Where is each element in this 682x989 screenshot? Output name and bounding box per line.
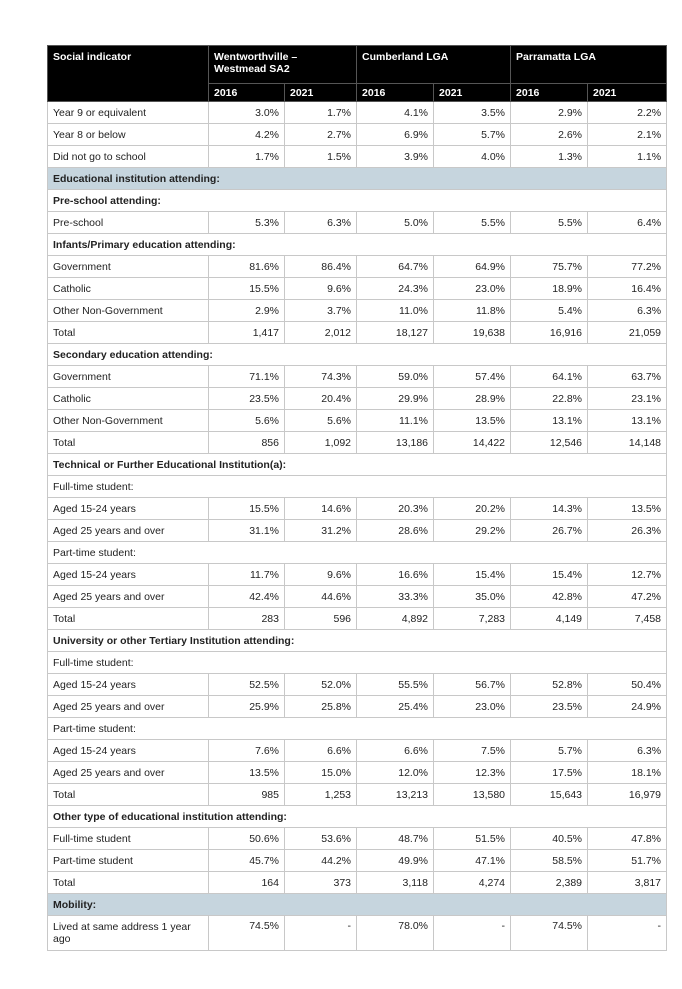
value-cell: 4.0% [434, 146, 511, 168]
table-row [48, 366, 667, 388]
value-cell: 18.1% [588, 762, 667, 784]
value-cell: 29.9% [357, 388, 434, 410]
value-cell: 24.3% [357, 278, 434, 300]
value-cell: 9.6% [285, 278, 357, 300]
value-cell: 1,253 [285, 784, 357, 806]
value-cell: 1.3% [511, 146, 588, 168]
header-social-indicator: Social indicator [48, 46, 209, 102]
header-area-wentworthville-westmead: Wentworthville – Westmead SA2 [209, 46, 357, 84]
table-row [48, 586, 667, 608]
table-row [48, 674, 667, 696]
table-row [48, 410, 667, 432]
value-cell: 42.8% [511, 586, 588, 608]
header-year: 2016 [511, 84, 588, 102]
value-cell: 6.3% [285, 212, 357, 234]
value-cell: 13.1% [511, 410, 588, 432]
value-cell: - [588, 916, 667, 951]
table-row [48, 828, 667, 850]
value-cell: 1.5% [285, 146, 357, 168]
row-label: Catholic [48, 388, 209, 410]
value-cell: 11.7% [209, 564, 285, 586]
value-cell: 14.3% [511, 498, 588, 520]
value-cell: 2.9% [511, 102, 588, 124]
row-heading: Infants/Primary education attending: [48, 234, 667, 256]
row-label: Aged 25 years and over [48, 520, 209, 542]
value-cell: 3.9% [357, 146, 434, 168]
value-cell: - [285, 916, 357, 951]
header-area-cumberland: Cumberland LGA [357, 46, 511, 84]
table-row [48, 916, 667, 951]
value-cell: 47.1% [434, 850, 511, 872]
value-cell: 16,979 [588, 784, 667, 806]
value-cell: 15.5% [209, 498, 285, 520]
value-cell: 51.5% [434, 828, 511, 850]
group-label-row [48, 652, 667, 674]
table-row [48, 850, 667, 872]
value-cell: 23.5% [511, 696, 588, 718]
value-cell: 2.9% [209, 300, 285, 322]
table-row [48, 432, 667, 454]
value-cell: 11.8% [434, 300, 511, 322]
table-row [48, 256, 667, 278]
value-cell: 283 [209, 608, 285, 630]
row-label: Lived at same address 1 year ago [48, 916, 209, 951]
value-cell: 985 [209, 784, 285, 806]
value-cell: 44.2% [285, 850, 357, 872]
value-cell: 164 [209, 872, 285, 894]
value-cell: 13.5% [434, 410, 511, 432]
value-cell: 23.0% [434, 696, 511, 718]
row-label: Other Non-Government [48, 300, 209, 322]
value-cell: 9.6% [285, 564, 357, 586]
value-cell: 7,458 [588, 608, 667, 630]
value-cell: 50.4% [588, 674, 667, 696]
table-row [48, 300, 667, 322]
value-cell: 5.7% [511, 740, 588, 762]
value-cell: 58.5% [511, 850, 588, 872]
header-year: 2016 [357, 84, 434, 102]
value-cell: 52.0% [285, 674, 357, 696]
row-label: Pre-school [48, 212, 209, 234]
value-cell: 20.4% [285, 388, 357, 410]
value-cell: 55.5% [357, 674, 434, 696]
row-heading: Educational institution attending: [48, 168, 667, 190]
value-cell: 23.1% [588, 388, 667, 410]
table-row [48, 322, 667, 344]
value-cell: 64.9% [434, 256, 511, 278]
table-row [48, 608, 667, 630]
value-cell: 2.2% [588, 102, 667, 124]
value-cell: 35.0% [434, 586, 511, 608]
table-row [48, 696, 667, 718]
value-cell: 11.1% [357, 410, 434, 432]
row-label: Total [48, 608, 209, 630]
table-row [48, 498, 667, 520]
value-cell: 2,389 [511, 872, 588, 894]
table-row [48, 146, 667, 168]
row-label: Total [48, 432, 209, 454]
value-cell: 4,892 [357, 608, 434, 630]
row-label: Total [48, 322, 209, 344]
row-label: Catholic [48, 278, 209, 300]
value-cell: 31.2% [285, 520, 357, 542]
value-cell: 7.6% [209, 740, 285, 762]
group-label-row [48, 476, 667, 498]
row-heading: University or other Tertiary Institution attending: [48, 630, 667, 652]
value-cell: 6.3% [588, 300, 667, 322]
row-heading: Mobility: [48, 894, 667, 916]
row-heading: Part-time student: [48, 542, 667, 564]
value-cell: 20.3% [357, 498, 434, 520]
value-cell: 56.7% [434, 674, 511, 696]
value-cell: 26.3% [588, 520, 667, 542]
row-label: Part-time student [48, 850, 209, 872]
group-label-row [48, 718, 667, 740]
value-cell: 40.5% [511, 828, 588, 850]
value-cell: 44.6% [285, 586, 357, 608]
value-cell: 48.7% [357, 828, 434, 850]
table-row [48, 520, 667, 542]
group-label-row [48, 542, 667, 564]
table-body [48, 102, 667, 951]
value-cell: 29.2% [434, 520, 511, 542]
header-row-areas [48, 46, 667, 84]
value-cell: 6.6% [357, 740, 434, 762]
value-cell: 4.2% [209, 124, 285, 146]
row-label: Aged 15-24 years [48, 498, 209, 520]
value-cell: 6.6% [285, 740, 357, 762]
value-cell: 25.8% [285, 696, 357, 718]
value-cell: 1.7% [209, 146, 285, 168]
header-year: 2021 [434, 84, 511, 102]
value-cell: 49.9% [357, 850, 434, 872]
value-cell: 86.4% [285, 256, 357, 278]
table-row [48, 124, 667, 146]
row-heading: Full-time student: [48, 652, 667, 674]
value-cell: 2,012 [285, 322, 357, 344]
value-cell: 25.4% [357, 696, 434, 718]
header-area-parramatta: Parramatta LGA [511, 46, 667, 84]
value-cell: 53.6% [285, 828, 357, 850]
value-cell: 81.6% [209, 256, 285, 278]
value-cell: 22.8% [511, 388, 588, 410]
value-cell: 5.6% [209, 410, 285, 432]
value-cell: 19,638 [434, 322, 511, 344]
table-row [48, 762, 667, 784]
row-label: Total [48, 784, 209, 806]
value-cell: 75.7% [511, 256, 588, 278]
value-cell: 5.3% [209, 212, 285, 234]
value-cell: 18.9% [511, 278, 588, 300]
value-cell: 13.5% [588, 498, 667, 520]
row-heading: Part-time student: [48, 718, 667, 740]
row-label: Aged 25 years and over [48, 586, 209, 608]
value-cell: 3.7% [285, 300, 357, 322]
value-cell: 47.8% [588, 828, 667, 850]
value-cell: 57.4% [434, 366, 511, 388]
row-label: Total [48, 872, 209, 894]
value-cell: 25.9% [209, 696, 285, 718]
value-cell: 15.0% [285, 762, 357, 784]
value-cell: 16,916 [511, 322, 588, 344]
value-cell: 5.4% [511, 300, 588, 322]
value-cell: 74.5% [209, 916, 285, 951]
value-cell: 28.6% [357, 520, 434, 542]
value-cell: 31.1% [209, 520, 285, 542]
row-label: Aged 25 years and over [48, 696, 209, 718]
value-cell: 74.5% [511, 916, 588, 951]
value-cell: 16.6% [357, 564, 434, 586]
table-row [48, 740, 667, 762]
value-cell: 71.1% [209, 366, 285, 388]
row-label: Aged 15-24 years [48, 674, 209, 696]
subsection-header-row [48, 234, 667, 256]
value-cell: 4.1% [357, 102, 434, 124]
header-year: 2021 [588, 84, 667, 102]
value-cell: 63.7% [588, 366, 667, 388]
value-cell: 47.2% [588, 586, 667, 608]
subsection-header-row [48, 454, 667, 476]
value-cell: 11.0% [357, 300, 434, 322]
table-row [48, 278, 667, 300]
row-heading: Full-time student: [48, 476, 667, 498]
value-cell: 45.7% [209, 850, 285, 872]
value-cell: 3.5% [434, 102, 511, 124]
value-cell: 5.5% [434, 212, 511, 234]
section-header-row [48, 168, 667, 190]
row-label: Other Non-Government [48, 410, 209, 432]
row-label: Did not go to school [48, 146, 209, 168]
value-cell: 3,817 [588, 872, 667, 894]
value-cell: 14,148 [588, 432, 667, 454]
value-cell: 2.6% [511, 124, 588, 146]
subsection-header-row [48, 806, 667, 828]
value-cell: 50.6% [209, 828, 285, 850]
value-cell: 13,186 [357, 432, 434, 454]
value-cell: 5.6% [285, 410, 357, 432]
row-heading: Secondary education attending: [48, 344, 667, 366]
section-header-row [48, 894, 667, 916]
table-row [48, 102, 667, 124]
row-heading: Pre-school attending: [48, 190, 667, 212]
value-cell: 13,213 [357, 784, 434, 806]
value-cell: 13,580 [434, 784, 511, 806]
value-cell: 5.5% [511, 212, 588, 234]
value-cell: 14,422 [434, 432, 511, 454]
value-cell: 74.3% [285, 366, 357, 388]
value-cell: 12,546 [511, 432, 588, 454]
value-cell: 28.9% [434, 388, 511, 410]
value-cell: 2.7% [285, 124, 357, 146]
value-cell: 1,417 [209, 322, 285, 344]
value-cell: 51.7% [588, 850, 667, 872]
value-cell: 23.5% [209, 388, 285, 410]
value-cell: 13.1% [588, 410, 667, 432]
value-cell: 12.0% [357, 762, 434, 784]
value-cell: 6.4% [588, 212, 667, 234]
header-year: 2016 [209, 84, 285, 102]
row-label: Year 9 or equivalent [48, 102, 209, 124]
row-label: Aged 25 years and over [48, 762, 209, 784]
header-year: 2021 [285, 84, 357, 102]
subsection-header-row [48, 630, 667, 652]
row-label: Full-time student [48, 828, 209, 850]
value-cell: 14.6% [285, 498, 357, 520]
table-row [48, 564, 667, 586]
value-cell: 596 [285, 608, 357, 630]
value-cell: 6.3% [588, 740, 667, 762]
value-cell: 20.2% [434, 498, 511, 520]
value-cell: 4,149 [511, 608, 588, 630]
table-row [48, 388, 667, 410]
value-cell: 15.4% [511, 564, 588, 586]
value-cell: 26.7% [511, 520, 588, 542]
row-heading: Other type of educational institution attending: [48, 806, 667, 828]
value-cell: 77.2% [588, 256, 667, 278]
row-label: Government [48, 366, 209, 388]
value-cell: 33.3% [357, 586, 434, 608]
subsection-header-row [48, 344, 667, 366]
value-cell: 1,092 [285, 432, 357, 454]
value-cell: 7,283 [434, 608, 511, 630]
subsection-header-row [48, 190, 667, 212]
row-label: Aged 15-24 years [48, 564, 209, 586]
value-cell: 373 [285, 872, 357, 894]
value-cell: 5.7% [434, 124, 511, 146]
value-cell: 16.4% [588, 278, 667, 300]
value-cell: 15,643 [511, 784, 588, 806]
value-cell: - [434, 916, 511, 951]
value-cell: 12.3% [434, 762, 511, 784]
value-cell: 15.5% [209, 278, 285, 300]
value-cell: 1.1% [588, 146, 667, 168]
value-cell: 78.0% [357, 916, 434, 951]
value-cell: 17.5% [511, 762, 588, 784]
table-row [48, 784, 667, 806]
value-cell: 3,118 [357, 872, 434, 894]
value-cell: 64.1% [511, 366, 588, 388]
value-cell: 52.8% [511, 674, 588, 696]
table-row [48, 872, 667, 894]
value-cell: 23.0% [434, 278, 511, 300]
row-label: Government [48, 256, 209, 278]
value-cell: 24.9% [588, 696, 667, 718]
row-label: Aged 15-24 years [48, 740, 209, 762]
value-cell: 1.7% [285, 102, 357, 124]
value-cell: 15.4% [434, 564, 511, 586]
value-cell: 21,059 [588, 322, 667, 344]
value-cell: 3.0% [209, 102, 285, 124]
value-cell: 13.5% [209, 762, 285, 784]
table-row [48, 212, 667, 234]
value-cell: 64.7% [357, 256, 434, 278]
value-cell: 7.5% [434, 740, 511, 762]
value-cell: 52.5% [209, 674, 285, 696]
social-indicator-table [47, 45, 667, 951]
row-heading: Technical or Further Educational Institution(a): [48, 454, 667, 476]
value-cell: 18,127 [357, 322, 434, 344]
row-label: Year 8 or below [48, 124, 209, 146]
value-cell: 856 [209, 432, 285, 454]
value-cell: 2.1% [588, 124, 667, 146]
value-cell: 12.7% [588, 564, 667, 586]
value-cell: 42.4% [209, 586, 285, 608]
value-cell: 6.9% [357, 124, 434, 146]
value-cell: 5.0% [357, 212, 434, 234]
value-cell: 59.0% [357, 366, 434, 388]
value-cell: 4,274 [434, 872, 511, 894]
